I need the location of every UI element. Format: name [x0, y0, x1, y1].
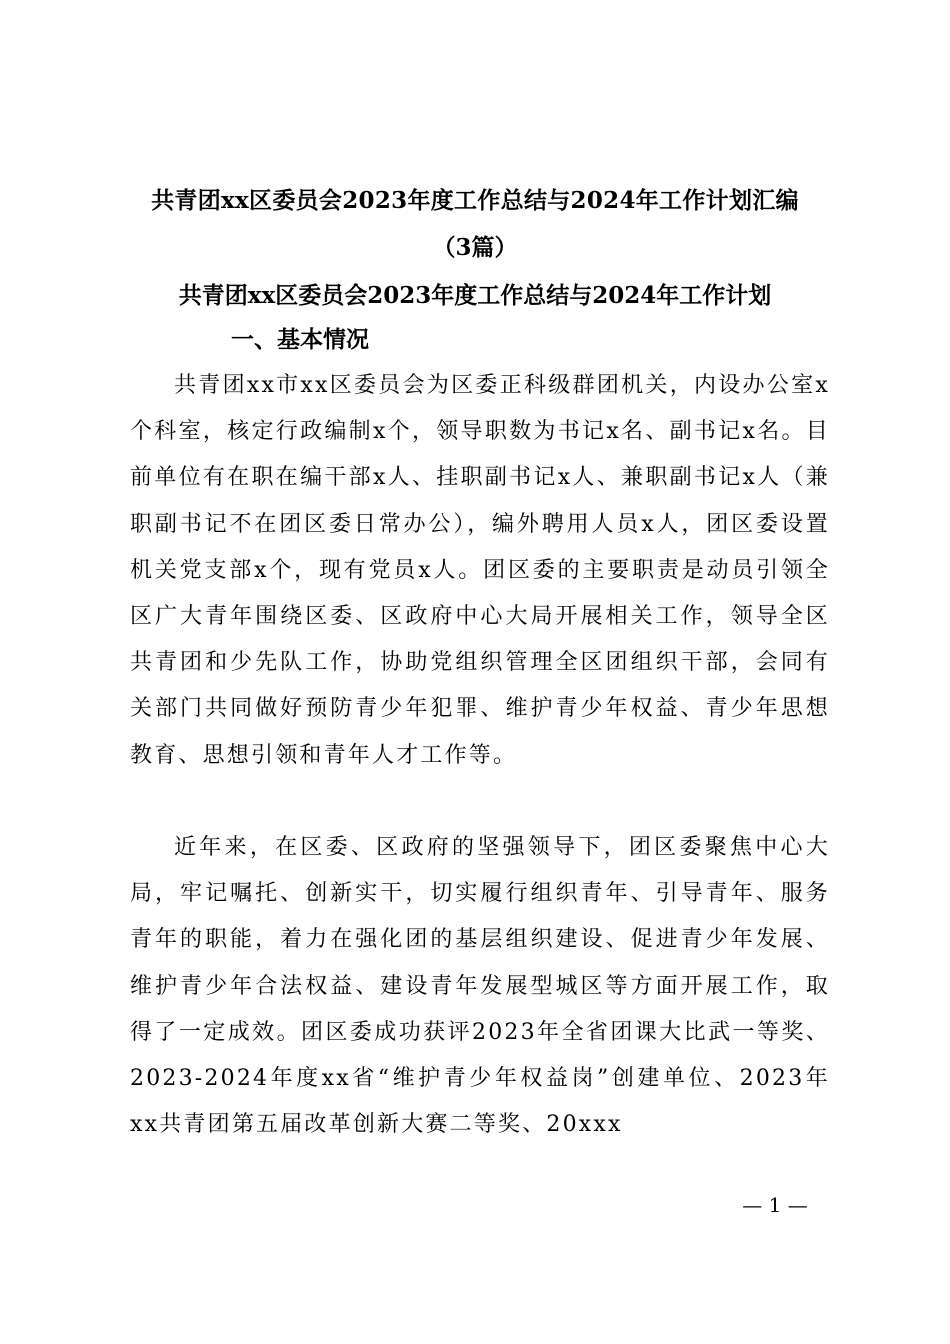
document-title: 共青团xx区委员会2023年度工作总结与2024年工作计划汇编: [151, 187, 799, 214]
section-heading: 一、基本情况: [231, 326, 369, 353]
article-title: 共青团xx区委员会2023年度工作总结与2024年工作计划: [178, 282, 772, 309]
page-number: — 1 —: [742, 1193, 808, 1217]
document-subtitle: （3篇）: [432, 234, 518, 261]
body-paragraph: 近年来，在区委、区政府的坚强领导下，团区委聚焦中心大局，牢记嘱托、创新实干，切实履行组织青年、引导青年、服务青年的职能，着力在强化团的基层组织建设、促进青少年发展、维护青少年合法权益、建设青年发展型城区等方面开展工作，取得了一定成效。团区委成功获评2023年全省团课大比武一等奖、2023-2024年度xx省“维护青少年权益岗”创建单位、2023年xx共青团第五届改革创新大赛二等奖、20xxx: [130, 835, 830, 1138]
body-paragraph: 共青团xx市xx区委员会为区委正科级群团机关，内设办公室x个科室，核定行政编制x个，领导职数为书记x名、副书记x名。目前单位有在职在编干部x人、挂职副书记x人、兼职副书记x人（兼职副书记不在团区委日常办公），编外聘用人员x人，团区委设置机关党支部x个，现有党员x人。团区委的主要职责是动员引领全区广大青年围绕区委、区政府中心大局开展相关工作，领导全区共青团和少先队工作，协助党组织管理全区团组织干部，会同有关部门共同做好预防青少年犯罪、维护青少年权益、青少年思想教育、思想引领和青年人才工作等。: [130, 373, 830, 768]
